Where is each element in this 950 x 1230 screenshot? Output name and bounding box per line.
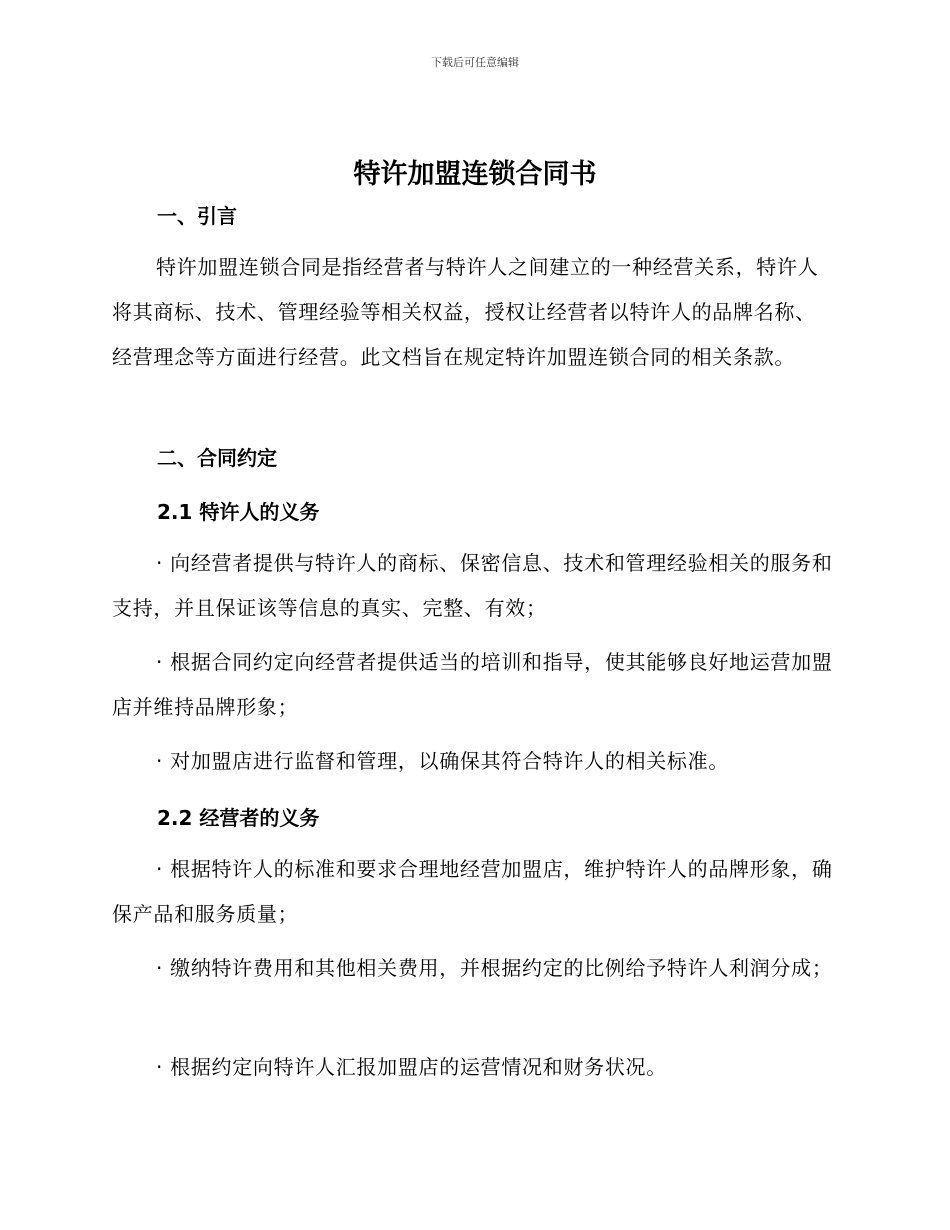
subsection-heading-franchisor-obligations: 2.1 特许人的义务 (157, 500, 320, 524)
franchisor-obligation-item: · 向经营者提供与特许人的商标、保密信息、技术和管理经验相关的服务和支持，并且保证该等信息的真实、完整、有效； (112, 551, 833, 620)
franchisor-obligation-item: · 根据合同约定向经营者提供适当的培训和指导，使其能够良好地运营加盟店并维持品牌形象； (112, 650, 833, 719)
operator-obligation-item: · 缴纳特许费用和其他相关费用，并根据约定的比例给予特许人利润分成； (156, 956, 833, 980)
operator-obligation-item: · 根据约定向特许人汇报加盟店的运营情况和财务状况。 (156, 1055, 667, 1079)
operator-obligation-item: · 根据特许人的标准和要求合理地经营加盟店，维护特许人的品牌形象，确保产品和服务质量； (112, 857, 833, 926)
header-note: 下载后可任意编辑 (431, 56, 519, 69)
document-title: 特许加盟连锁合同书 (353, 159, 597, 190)
section-heading-contract-terms: 二、合同约定 (157, 446, 277, 470)
franchisor-obligation-item: · 对加盟店进行监督和管理，以确保其符合特许人的相关标准。 (156, 749, 730, 773)
subsection-heading-operator-obligations: 2.2 经营者的义务 (157, 806, 320, 830)
introduction-paragraph: 特许加盟连锁合同是指经营者与特许人之间建立的一种经营关系，特许人将其商标、技术、管理经验等相关权益，授权让经营者以特许人的品牌名称、经营理念等方面进行经营。此文档旨在规定特许加盟连锁合同的相关条款。 (112, 255, 819, 369)
section-heading-introduction: 一、引言 (157, 204, 237, 228)
